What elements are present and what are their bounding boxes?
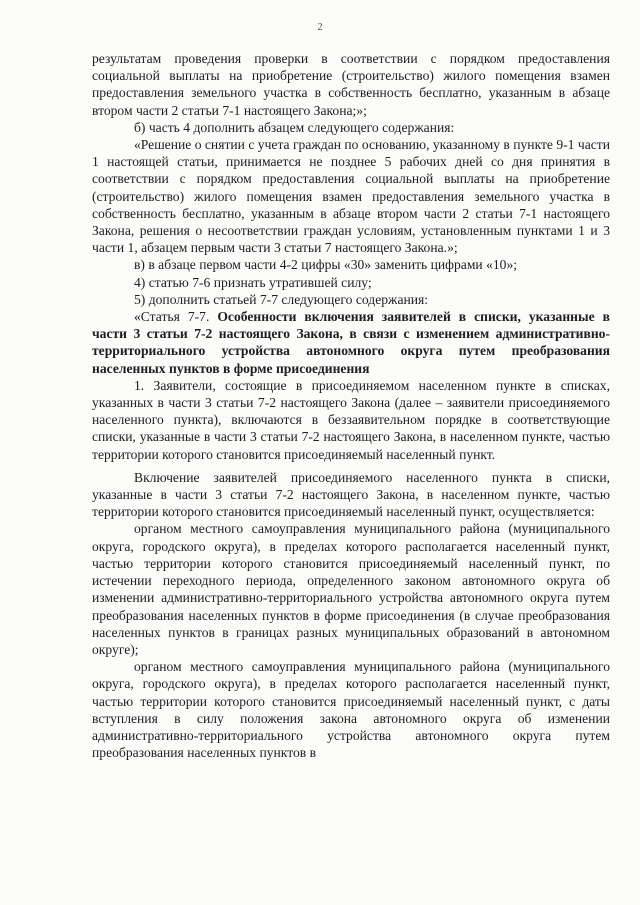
paragraph: в) в абзаце первом части 4-2 цифры «30» заменить цифрами «10»; xyxy=(134,257,518,273)
paragraph: б) часть 4 дополнить абзацем следующего содержания: xyxy=(134,119,455,135)
paragraph: «Решение о снятии с учета граждан по основанию, указанному в пункте 9-1 части 1 настоящей статьи, принимается не позднее 5 рабочих дней со дня принятия в соответствии с порядком предоставления социальной выплаты на приобретение (строительство) жилого помещения взамен предоставления земельного участка в собственность бесплатно, указанным в абзаце втором части 2 статьи 7-1 настоящего Закона, решения о несоответствии граждан условиям, установленным пунктами 1 и 3 части 1, абзацем первым части 3 статьи 7 настоящего Закона.»; xyxy=(92,137,611,256)
article-heading xyxy=(92,308,610,377)
page-number: 2 xyxy=(317,22,323,33)
article-prefix: «Статья 7-7. xyxy=(134,309,218,325)
document-text xyxy=(92,50,610,761)
paragraph: органом местного самоуправления муниципального района (муниципального округа, городского округа), в пределах которого располагается населенный пункт, частью территории которого становится присоединяемый населенный пункт, по истечении переходного периода, определенного законом автономного округа об изменении административно-территориального устройства автономного округа путем преобразования населенных пунктов в форме присоединения (в случае преобразования населенных пунктов в границах разных муниципальных образований в автономном округе); xyxy=(92,521,610,657)
article-title: Особенности включения заявителей в списки, указанные в части 3 статьи 7-2 настоящего Закона, в связи с изменением административно-территориального устройства автономного округа путем преобразования населенных пунктов в форме присоединения xyxy=(92,309,610,376)
paragraph: результатам проведения проверки в соответствии с порядком предоставления социальной выплаты на приобретение (строительство) жилого помещения взамен предоставления земельного участка в собственность бесплатно, указанным в абзаце втором части 2 статьи 7-1 настоящего Закона;»; xyxy=(92,51,610,118)
paragraph: 5) дополнить статьей 7-7 следующего содержания: xyxy=(134,291,429,307)
paragraph: органом местного самоуправления муниципального района (муниципального округа, городского округа), в пределах которого располагается населенный пункт, частью территории которого становится присоединяемый населенный пункт, с даты вступления в силу положения закона автономного округа об изменении административно-территориального устройства автономного округа путем преобразования населенных пунктов в xyxy=(92,659,610,761)
paragraph: Включение заявителей присоединяемого населенного пункта в списки, указанные в части 3 статьи 7-2 настоящего Закона, в населенном пункте, частью территории которого становится присоединяемый населенный пункт, осуществляется: xyxy=(92,469,610,520)
paragraph: 4) статью 7-6 признать утратившей силу; xyxy=(134,274,372,290)
paragraph: 1. Заявители, состоящие в присоединяемом населенном пункте в списках, указанных в части 3 статьи 7-2 настоящего Закона (далее – заявители присоединяемого населенного пункта), включаются в беззаявительном порядке в соответствующие списки, указанные в части 3 статьи 7-2 настоящего Закона, в населенном пункте, частью территории которого становится присоединяемый населенный пункт. xyxy=(92,377,610,462)
